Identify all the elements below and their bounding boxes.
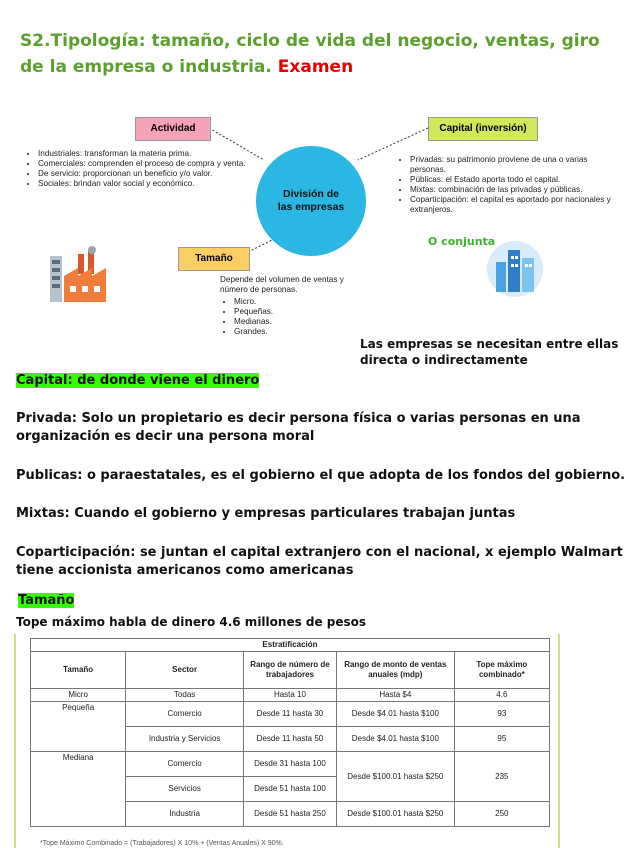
table-cell: Industria y Servicios: [126, 727, 244, 752]
list-item: • Privadas: su patrimonio proviene de una o varias personas.: [410, 155, 615, 175]
table-caption: Estratificación: [31, 639, 550, 652]
table-cell: Desde $100.01 hasta $250: [336, 802, 454, 827]
list-item: • Industriales: transforman la materia prima.: [38, 149, 253, 159]
tamano-heading: Tamaño: [18, 593, 75, 608]
header-cell: Tamaño: [31, 652, 126, 689]
table-cell: 250: [454, 802, 549, 827]
mixtas-paragraph: Mixtas: Cuando el gobierno y empresas particulares trabajan juntas: [16, 506, 516, 521]
capital-box: Capital (inversión): [428, 117, 538, 141]
header-cell: Rango de número de trabajadores: [243, 652, 336, 689]
table-cell: Desde 11 hasta 50: [243, 727, 336, 752]
header-cell: Tope máximo combinado*: [454, 652, 549, 689]
table-cell: Servicios: [126, 777, 244, 802]
actividad-box: Actividad: [135, 117, 211, 141]
title-text: S2.Tipología: tamaño, ciclo de vida del negocio, ventas, giro de la empresa o industria.: [20, 31, 600, 77]
list-item: • Coparticipación: el capital es aportado por nacionales y extranjeros.: [410, 195, 615, 215]
center-circle: División de las empresas: [256, 146, 366, 256]
table-cell: Hasta 10: [243, 689, 336, 702]
capital-note: O conjunta: [428, 235, 496, 248]
list-item: • Pequeñas.: [234, 307, 374, 317]
privada-paragraph: Privada: Solo un propietario es decir persona física o varias personas en una organización es decir una persona moral: [16, 411, 581, 444]
table-cell: Comercio: [126, 702, 244, 727]
table-row: [31, 752, 550, 777]
list-item: • Comerciales: comprenden el proceso de compra y venta.: [38, 159, 253, 169]
table-cell: Desde $4.01 hasta $100: [336, 702, 454, 727]
table-frame: [14, 634, 560, 848]
capital-heading: Capital: de donde viene el dinero: [16, 373, 260, 388]
tamano-box: Tamaño: [178, 247, 250, 271]
table-cell: Hasta $4: [336, 689, 454, 702]
stratification-table: [30, 638, 550, 827]
table-cell: Desde 31 hasta 100: [243, 752, 336, 777]
table-footnote: *Tope Máximo Combinado = (Trabajadores) X 10% + (Ventas Anuales) X 90%.: [40, 840, 284, 847]
list-item: • Grandes.: [234, 327, 374, 337]
list-item: • Sociales: brindan valor social y económico.: [38, 179, 253, 189]
table-cell: Comercio: [126, 752, 244, 777]
tope-text: Tope máximo habla de dinero 4.6 millones de pesos: [16, 615, 367, 629]
list-item: • Mixtas: combinación de las privadas y públicas.: [410, 185, 615, 195]
factory-icon: [48, 246, 110, 304]
relationship-note: Las empresas se necesitan entre ellas directa o indirectamente: [360, 337, 619, 367]
table-header-row: [31, 652, 550, 689]
table-cell: Industria: [126, 802, 244, 827]
list-item: • Públicas: el Estado aporta todo el capital.: [410, 175, 615, 185]
coparticipacion-paragraph: Coparticipación: se juntan el capital extranjero con el nacional, x ejemplo Walmart tiene accionista americanos como americanas: [16, 545, 623, 578]
table-cell: 95: [454, 727, 549, 752]
list-item: • De servicio: proporcionan un beneficio y/o valor.: [38, 169, 253, 179]
table-row: [31, 689, 550, 702]
table-cell: Desde $4.01 hasta $100: [336, 727, 454, 752]
table-cell: 235: [454, 752, 549, 802]
table-cell: Pequeña: [31, 702, 126, 752]
tamano-intro: Depende del volumen de ventas y número de personas.: [220, 275, 344, 294]
list-item: • Medianas.: [234, 317, 374, 327]
tamano-list: [220, 297, 374, 337]
header-cell: Rango de monto de ventas anuales (mdp): [336, 652, 454, 689]
capital-list: [396, 155, 615, 215]
list-item: • Micro.: [234, 297, 374, 307]
table-cell: 93: [454, 702, 549, 727]
table-cell: Desde 51 hasta 100: [243, 777, 336, 802]
table-cell: 4.6: [454, 689, 549, 702]
table-cell: Micro: [31, 689, 126, 702]
table-cell: Desde $100.01 hasta $250: [336, 752, 454, 802]
table-cell: Desde 51 hasta 250: [243, 802, 336, 827]
publicas-paragraph: Publicas: o paraestatales, es el gobierno el que adopta de los fondos del gobierno.: [16, 468, 626, 483]
header-cell: Sector: [126, 652, 244, 689]
table-row: [31, 639, 550, 652]
table-row: [31, 702, 550, 727]
city-buildings-icon: [486, 240, 544, 298]
exam-tag: Examen: [277, 57, 354, 77]
actividad-list: [24, 149, 253, 189]
table-cell: Desde 11 hasta 30: [243, 702, 336, 727]
table-cell: Todas: [126, 689, 244, 702]
table-cell: Mediana: [31, 752, 126, 827]
